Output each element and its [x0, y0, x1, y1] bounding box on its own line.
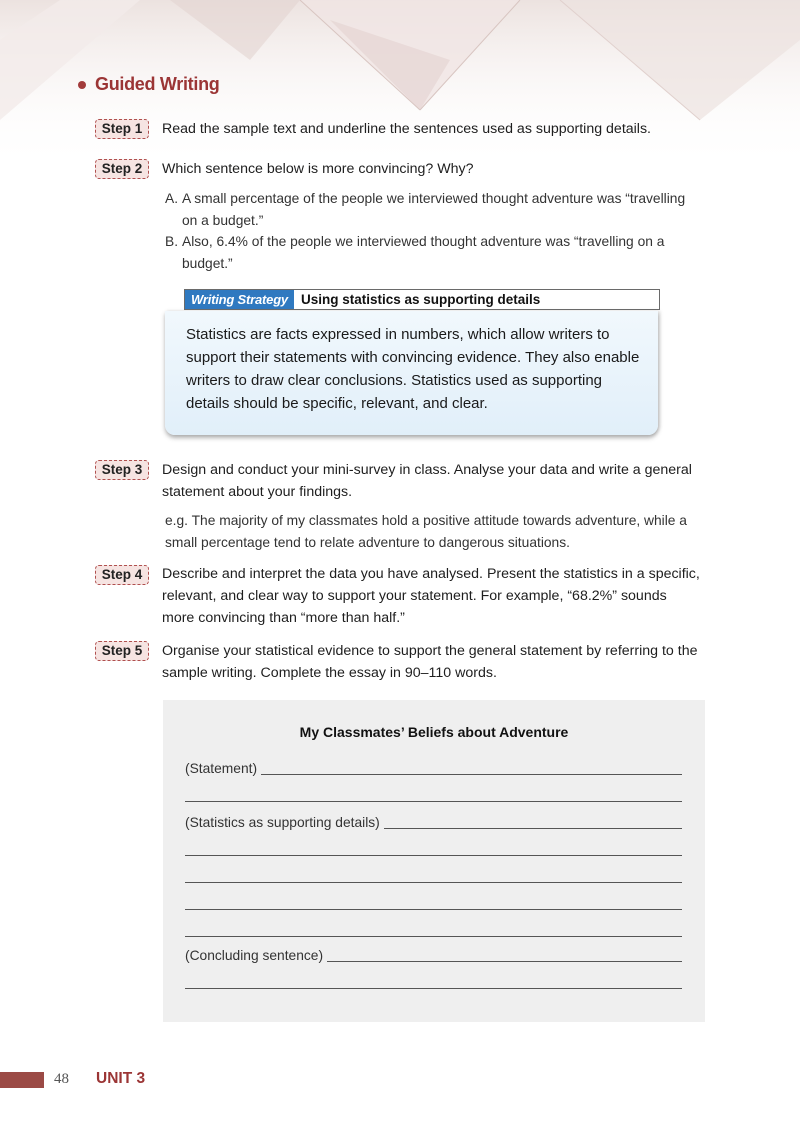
option-b — [165, 231, 695, 274]
writing-line[interactable] — [261, 773, 682, 775]
option-a — [165, 188, 695, 231]
unit-label: UNIT 3 — [96, 1070, 146, 1087]
statement-row[interactable] — [185, 758, 682, 778]
step-3-text: Design and conduct your mini-survey in class. Analyse your data and write a general statement about your findings. — [162, 462, 692, 500]
writing-line-row[interactable] — [185, 785, 682, 805]
writing-strategy-title: Using statistics as supporting details — [300, 292, 541, 307]
page-number: 48 — [54, 1071, 69, 1087]
statement-label: (Statement) — [185, 761, 258, 776]
writing-line-row[interactable] — [185, 866, 682, 886]
writing-line[interactable] — [185, 935, 682, 937]
option-a-text: A small percentage of the people we interviewed thought adventure was “travelling on a budget.” — [182, 191, 686, 228]
section-header — [78, 74, 219, 95]
step-2-badge: Step 2 — [95, 159, 149, 179]
step-4-text: Describe and interpret the data you have analysed. Present the statistics in a specific, relevant, and clear way to support your statement. For example, “68.2%” sounds more convincing than “more than half.” — [162, 566, 700, 626]
writing-strategy-header — [184, 289, 660, 310]
step-5-text: Organise your statistical evidence to support the general statement by referring to the sample writing. Complete the essay in 90–110 words. — [162, 643, 698, 681]
writing-line[interactable] — [384, 827, 682, 829]
writing-line-row[interactable] — [185, 893, 682, 913]
step-1-text: Read the sample text and underline the sentences used as supporting details. — [162, 121, 651, 137]
essay-box — [163, 700, 705, 1022]
writing-line-row[interactable] — [185, 839, 682, 859]
step-1-badge: Step 1 — [95, 119, 149, 139]
writing-strategy-body: Statistics are facts expressed in numbers, which allow writers to support their statements with convincing evidence. They also enable writers to draw clear conclusions. Statistics used as supporting details should be specific, relevant, and clear. — [186, 326, 640, 412]
step-5-badge: Step 5 — [95, 641, 149, 661]
writing-strategy-tag: Writing Strategy — [185, 290, 294, 309]
step-4-badge: Step 4 — [95, 565, 149, 585]
concluding-label: (Concluding sentence) — [185, 948, 324, 963]
writing-line[interactable] — [327, 960, 682, 962]
essay-title: My Classmates’ Beliefs about Adventure — [299, 724, 569, 740]
writing-line[interactable] — [185, 987, 682, 989]
writing-line[interactable] — [185, 908, 682, 910]
writing-line[interactable] — [185, 881, 682, 883]
writing-line-row[interactable] — [185, 972, 682, 992]
supporting-details-row[interactable] — [185, 812, 682, 832]
section-title: Guided Writing — [95, 74, 220, 94]
writing-line[interactable] — [185, 800, 682, 802]
writing-strategy-box — [165, 311, 658, 435]
supporting-details-label: (Statistics as supporting details) — [185, 815, 380, 830]
option-b-text: Also, 6.4% of the people we interviewed thought adventure was “travelling on a budget.” — [182, 234, 665, 271]
step-3-badge: Step 3 — [95, 460, 149, 480]
concluding-row[interactable] — [185, 945, 682, 965]
option-a-letter: A. — [165, 191, 179, 206]
option-b-letter: B. — [165, 234, 179, 249]
footer-bar — [0, 1072, 44, 1088]
bullet-dot-icon — [78, 81, 86, 89]
writing-line-row[interactable] — [185, 920, 682, 940]
writing-line[interactable] — [185, 854, 682, 856]
step-2-text: Which sentence below is more convincing? Why? — [162, 161, 474, 177]
example-text: e.g. The majority of my classmates hold a positive attitude towards adventure, while a small percentage tend to relate adventure to dangerous situations. — [165, 513, 687, 550]
